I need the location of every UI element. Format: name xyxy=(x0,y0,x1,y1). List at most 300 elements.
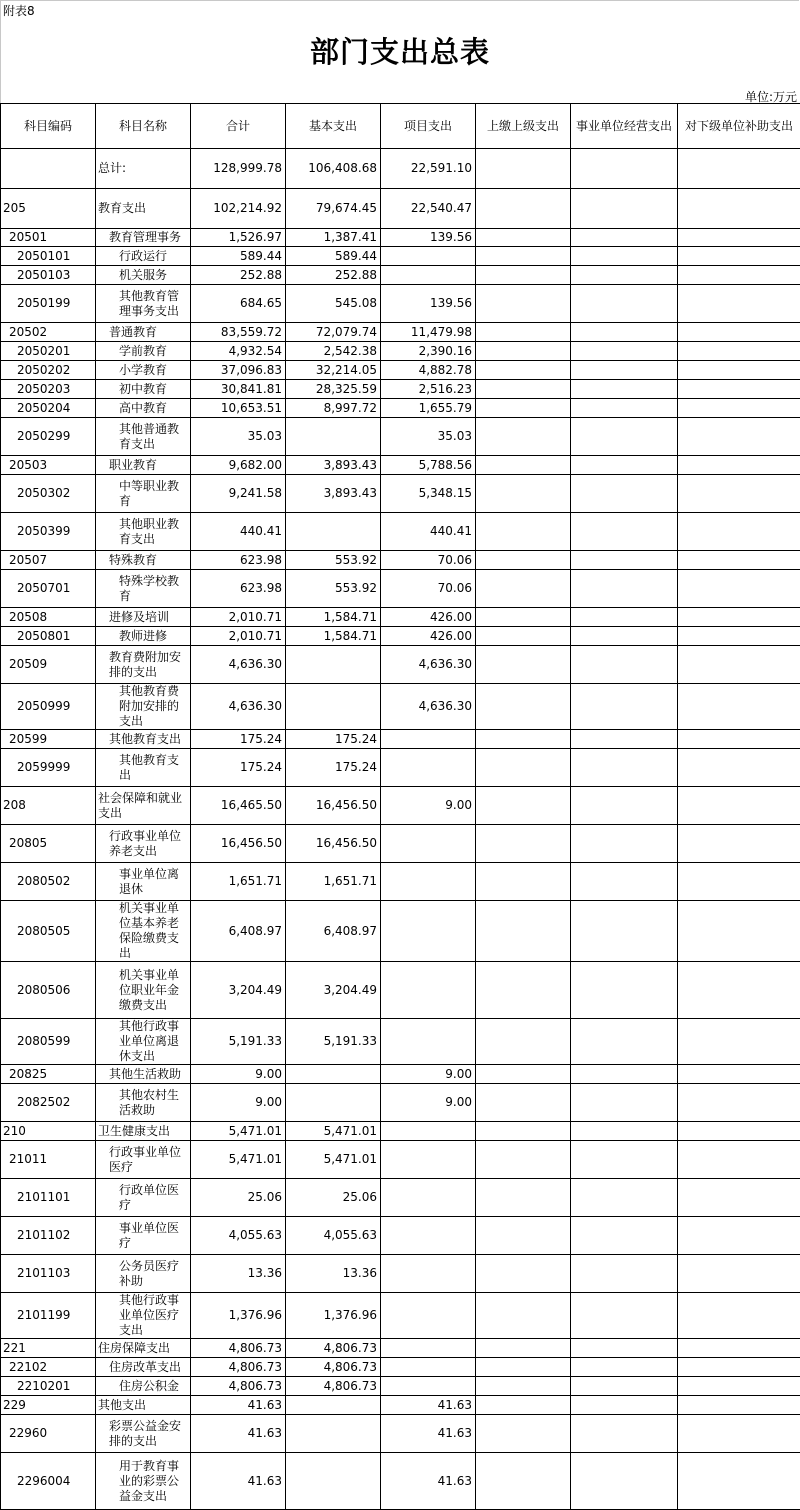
cell-business[interactable] xyxy=(571,1065,678,1084)
cell-subsidy[interactable] xyxy=(678,1019,800,1065)
cell-code[interactable]: 2059999 xyxy=(1,749,96,787)
cell-upper[interactable] xyxy=(476,570,571,608)
cell-upper[interactable] xyxy=(476,380,571,399)
header-total[interactable]: 合计 xyxy=(191,104,286,149)
cell-project[interactable]: 9.00 xyxy=(381,1065,476,1084)
cell-project[interactable]: 5,348.15 xyxy=(381,475,476,513)
cell-upper[interactable] xyxy=(476,189,571,229)
cell-project[interactable]: 1,655.79 xyxy=(381,399,476,418)
cell-code[interactable]: 2050103 xyxy=(1,266,96,285)
cell-project[interactable] xyxy=(381,1122,476,1141)
cell-business[interactable] xyxy=(571,1339,678,1358)
cell-business[interactable] xyxy=(571,247,678,266)
cell-name[interactable]: 住房改革支出 xyxy=(96,1358,191,1377)
cell-code[interactable]: 2101102 xyxy=(1,1217,96,1255)
cell-basic[interactable]: 25.06 xyxy=(286,1179,381,1217)
cell-business[interactable] xyxy=(571,266,678,285)
cell-code[interactable]: 2050204 xyxy=(1,399,96,418)
cell-business[interactable] xyxy=(571,962,678,1019)
cell-business[interactable] xyxy=(571,1141,678,1179)
header-project[interactable]: 项目支出 xyxy=(381,104,476,149)
cell-business[interactable] xyxy=(571,1179,678,1217)
cell-total[interactable]: 37,096.83 xyxy=(191,361,286,380)
cell-business[interactable] xyxy=(571,627,678,646)
cell-business[interactable] xyxy=(571,787,678,825)
cell-name[interactable]: 教育管理事务 xyxy=(96,229,191,247)
cell-name[interactable]: 其他职业教育支出 xyxy=(96,513,191,551)
cell-code[interactable]: 20501 xyxy=(1,229,96,247)
cell-upper[interactable] xyxy=(476,1141,571,1179)
cell-name[interactable]: 事业单位离退休 xyxy=(96,863,191,901)
cell-name[interactable]: 普通教育 xyxy=(96,323,191,342)
cell-business[interactable] xyxy=(571,863,678,901)
cell-business[interactable] xyxy=(571,1217,678,1255)
cell-code[interactable]: 2050199 xyxy=(1,285,96,323)
cell-code[interactable]: 20825 xyxy=(1,1065,96,1084)
cell-project[interactable]: 5,788.56 xyxy=(381,456,476,475)
cell-upper[interactable] xyxy=(476,901,571,962)
cell-subsidy[interactable] xyxy=(678,825,800,863)
cell-project[interactable] xyxy=(381,1293,476,1339)
cell-total[interactable]: 2,010.71 xyxy=(191,627,286,646)
cell-basic[interactable]: 106,408.68 xyxy=(286,149,381,189)
cell-code[interactable]: 2050202 xyxy=(1,361,96,380)
cell-code[interactable]: 221 xyxy=(1,1339,96,1358)
cell-basic[interactable] xyxy=(286,646,381,684)
cell-project[interactable]: 41.63 xyxy=(381,1396,476,1415)
cell-project[interactable] xyxy=(381,962,476,1019)
header-code[interactable]: 科目编码 xyxy=(1,104,96,149)
cell-upper[interactable] xyxy=(476,342,571,361)
cell-total[interactable]: 1,526.97 xyxy=(191,229,286,247)
cell-name[interactable]: 学前教育 xyxy=(96,342,191,361)
cell-name[interactable]: 教育支出 xyxy=(96,189,191,229)
cell-total[interactable]: 623.98 xyxy=(191,551,286,570)
cell-project[interactable]: 426.00 xyxy=(381,627,476,646)
cell-basic[interactable]: 1,376.96 xyxy=(286,1293,381,1339)
cell-project[interactable]: 41.63 xyxy=(381,1453,476,1510)
cell-name[interactable]: 住房公积金 xyxy=(96,1377,191,1396)
cell-project[interactable] xyxy=(381,247,476,266)
cell-basic[interactable]: 1,651.71 xyxy=(286,863,381,901)
cell-basic[interactable]: 79,674.45 xyxy=(286,189,381,229)
cell-code[interactable]: 2050203 xyxy=(1,380,96,399)
cell-basic[interactable]: 589.44 xyxy=(286,247,381,266)
cell-upper[interactable] xyxy=(476,1293,571,1339)
cell-project[interactable]: 70.06 xyxy=(381,551,476,570)
cell-total[interactable]: 41.63 xyxy=(191,1415,286,1453)
header-name[interactable]: 科目名称 xyxy=(96,104,191,149)
cell-total[interactable]: 175.24 xyxy=(191,749,286,787)
cell-subsidy[interactable] xyxy=(678,1339,800,1358)
cell-project[interactable] xyxy=(381,730,476,749)
cell-code[interactable]: 20509 xyxy=(1,646,96,684)
cell-subsidy[interactable] xyxy=(678,1065,800,1084)
cell-business[interactable] xyxy=(571,418,678,456)
cell-subsidy[interactable] xyxy=(678,570,800,608)
cell-code[interactable]: 2050201 xyxy=(1,342,96,361)
cell-total[interactable]: 4,932.54 xyxy=(191,342,286,361)
cell-subsidy[interactable] xyxy=(678,684,800,730)
cell-name[interactable]: 其他农村生活救助 xyxy=(96,1084,191,1122)
cell-code[interactable]: 2050302 xyxy=(1,475,96,513)
cell-business[interactable] xyxy=(571,513,678,551)
cell-code[interactable]: 210 xyxy=(1,1122,96,1141)
cell-name[interactable]: 特殊教育 xyxy=(96,551,191,570)
cell-basic[interactable] xyxy=(286,418,381,456)
cell-subsidy[interactable] xyxy=(678,418,800,456)
cell-subsidy[interactable] xyxy=(678,513,800,551)
cell-business[interactable] xyxy=(571,189,678,229)
cell-total[interactable]: 9,682.00 xyxy=(191,456,286,475)
cell-total[interactable]: 6,408.97 xyxy=(191,901,286,962)
cell-subsidy[interactable] xyxy=(678,646,800,684)
cell-business[interactable] xyxy=(571,149,678,189)
cell-total[interactable]: 4,806.73 xyxy=(191,1377,286,1396)
cell-name[interactable]: 其他行政事业单位离退休支出 xyxy=(96,1019,191,1065)
cell-business[interactable] xyxy=(571,399,678,418)
cell-total[interactable]: 4,806.73 xyxy=(191,1339,286,1358)
cell-code[interactable]: 21011 xyxy=(1,1141,96,1179)
cell-name[interactable]: 其他普通教育支出 xyxy=(96,418,191,456)
cell-subsidy[interactable] xyxy=(678,749,800,787)
cell-upper[interactable] xyxy=(476,361,571,380)
cell-business[interactable] xyxy=(571,229,678,247)
cell-subsidy[interactable] xyxy=(678,730,800,749)
cell-upper[interactable] xyxy=(476,627,571,646)
cell-total[interactable]: 252.88 xyxy=(191,266,286,285)
cell-total[interactable]: 35.03 xyxy=(191,418,286,456)
cell-project[interactable] xyxy=(381,1217,476,1255)
cell-project[interactable]: 9.00 xyxy=(381,1084,476,1122)
cell-total[interactable]: 25.06 xyxy=(191,1179,286,1217)
cell-name[interactable]: 其他行政事业单位医疗支出 xyxy=(96,1293,191,1339)
cell-project[interactable] xyxy=(381,1019,476,1065)
cell-project[interactable]: 440.41 xyxy=(381,513,476,551)
cell-total[interactable]: 41.63 xyxy=(191,1453,286,1510)
cell-code[interactable]: 2296004 xyxy=(1,1453,96,1510)
cell-code[interactable]: 2050399 xyxy=(1,513,96,551)
cell-basic[interactable]: 252.88 xyxy=(286,266,381,285)
cell-name[interactable]: 其他教育费附加安排的支出 xyxy=(96,684,191,730)
cell-total[interactable]: 4,636.30 xyxy=(191,684,286,730)
cell-upper[interactable] xyxy=(476,1122,571,1141)
cell-subsidy[interactable] xyxy=(678,1453,800,1510)
cell-upper[interactable] xyxy=(476,1019,571,1065)
cell-name[interactable]: 其他生活救助 xyxy=(96,1065,191,1084)
cell-total[interactable]: 16,465.50 xyxy=(191,787,286,825)
cell-basic[interactable]: 175.24 xyxy=(286,730,381,749)
cell-name[interactable]: 行政单位医疗 xyxy=(96,1179,191,1217)
cell-code[interactable]: 20503 xyxy=(1,456,96,475)
cell-upper[interactable] xyxy=(476,1179,571,1217)
cell-upper[interactable] xyxy=(476,1396,571,1415)
cell-subsidy[interactable] xyxy=(678,1255,800,1293)
cell-business[interactable] xyxy=(571,570,678,608)
cell-project[interactable] xyxy=(381,1179,476,1217)
cell-upper[interactable] xyxy=(476,863,571,901)
cell-total[interactable]: 5,191.33 xyxy=(191,1019,286,1065)
cell-basic[interactable] xyxy=(286,1065,381,1084)
cell-basic[interactable]: 5,471.01 xyxy=(286,1122,381,1141)
cell-upper[interactable] xyxy=(476,285,571,323)
cell-business[interactable] xyxy=(571,1293,678,1339)
header-subsidy[interactable]: 对下级单位补助支出 xyxy=(678,104,800,149)
cell-basic[interactable]: 16,456.50 xyxy=(286,787,381,825)
cell-name[interactable]: 机关服务 xyxy=(96,266,191,285)
cell-subsidy[interactable] xyxy=(678,901,800,962)
cell-basic[interactable] xyxy=(286,513,381,551)
cell-basic[interactable]: 4,055.63 xyxy=(286,1217,381,1255)
cell-upper[interactable] xyxy=(476,513,571,551)
cell-upper[interactable] xyxy=(476,1453,571,1510)
cell-project[interactable]: 139.56 xyxy=(381,229,476,247)
cell-project[interactable]: 22,591.10 xyxy=(381,149,476,189)
cell-business[interactable] xyxy=(571,1019,678,1065)
cell-project[interactable] xyxy=(381,901,476,962)
cell-code[interactable]: 2210201 xyxy=(1,1377,96,1396)
cell-basic[interactable]: 4,806.73 xyxy=(286,1377,381,1396)
cell-project[interactable] xyxy=(381,266,476,285)
cell-basic[interactable]: 553.92 xyxy=(286,551,381,570)
cell-subsidy[interactable] xyxy=(678,1293,800,1339)
cell-basic[interactable]: 32,214.05 xyxy=(286,361,381,380)
cell-upper[interactable] xyxy=(476,456,571,475)
cell-basic[interactable]: 28,325.59 xyxy=(286,380,381,399)
cell-code[interactable] xyxy=(1,149,96,189)
cell-basic[interactable]: 3,893.43 xyxy=(286,475,381,513)
cell-subsidy[interactable] xyxy=(678,1084,800,1122)
cell-name[interactable]: 行政事业单位养老支出 xyxy=(96,825,191,863)
cell-total[interactable]: 83,559.72 xyxy=(191,323,286,342)
cell-total[interactable]: 4,806.73 xyxy=(191,1358,286,1377)
cell-total[interactable]: 2,010.71 xyxy=(191,608,286,627)
cell-name[interactable]: 公务员医疗补助 xyxy=(96,1255,191,1293)
cell-name[interactable]: 进修及培训 xyxy=(96,608,191,627)
cell-code[interactable]: 2080502 xyxy=(1,863,96,901)
cell-code[interactable]: 20599 xyxy=(1,730,96,749)
cell-upper[interactable] xyxy=(476,1377,571,1396)
cell-name[interactable]: 中等职业教育 xyxy=(96,475,191,513)
cell-subsidy[interactable] xyxy=(678,266,800,285)
cell-project[interactable]: 22,540.47 xyxy=(381,189,476,229)
cell-code[interactable]: 22960 xyxy=(1,1415,96,1453)
cell-total[interactable]: 4,055.63 xyxy=(191,1217,286,1255)
cell-basic[interactable]: 1,584.71 xyxy=(286,608,381,627)
cell-basic[interactable] xyxy=(286,1453,381,1510)
cell-basic[interactable]: 5,471.01 xyxy=(286,1141,381,1179)
cell-total[interactable]: 102,214.92 xyxy=(191,189,286,229)
cell-business[interactable] xyxy=(571,901,678,962)
cell-total[interactable]: 440.41 xyxy=(191,513,286,551)
header-basic[interactable]: 基本支出 xyxy=(286,104,381,149)
cell-name[interactable]: 其他教育支出 xyxy=(96,730,191,749)
cell-subsidy[interactable] xyxy=(678,1358,800,1377)
cell-code[interactable]: 2080506 xyxy=(1,962,96,1019)
cell-total[interactable]: 5,471.01 xyxy=(191,1141,286,1179)
cell-total[interactable]: 5,471.01 xyxy=(191,1122,286,1141)
cell-subsidy[interactable] xyxy=(678,627,800,646)
cell-upper[interactable] xyxy=(476,1217,571,1255)
cell-upper[interactable] xyxy=(476,646,571,684)
cell-name[interactable]: 高中教育 xyxy=(96,399,191,418)
cell-basic[interactable]: 1,584.71 xyxy=(286,627,381,646)
cell-subsidy[interactable] xyxy=(678,1141,800,1179)
cell-business[interactable] xyxy=(571,1415,678,1453)
cell-basic[interactable] xyxy=(286,1084,381,1122)
cell-total[interactable]: 1,651.71 xyxy=(191,863,286,901)
cell-name[interactable]: 行政事业单位医疗 xyxy=(96,1141,191,1179)
cell-code[interactable]: 20507 xyxy=(1,551,96,570)
cell-business[interactable] xyxy=(571,380,678,399)
cell-business[interactable] xyxy=(571,456,678,475)
cell-project[interactable]: 139.56 xyxy=(381,285,476,323)
cell-business[interactable] xyxy=(571,1377,678,1396)
cell-business[interactable] xyxy=(571,323,678,342)
cell-project[interactable] xyxy=(381,1339,476,1358)
cell-code[interactable]: 2080599 xyxy=(1,1019,96,1065)
cell-business[interactable] xyxy=(571,1122,678,1141)
cell-code[interactable]: 20502 xyxy=(1,323,96,342)
cell-business[interactable] xyxy=(571,1358,678,1377)
cell-business[interactable] xyxy=(571,285,678,323)
cell-business[interactable] xyxy=(571,361,678,380)
cell-upper[interactable] xyxy=(476,266,571,285)
cell-code[interactable]: 20508 xyxy=(1,608,96,627)
cell-code[interactable]: 208 xyxy=(1,787,96,825)
cell-total[interactable]: 9,241.58 xyxy=(191,475,286,513)
cell-basic[interactable]: 2,542.38 xyxy=(286,342,381,361)
cell-basic[interactable]: 553.92 xyxy=(286,570,381,608)
cell-project[interactable]: 11,479.98 xyxy=(381,323,476,342)
cell-business[interactable] xyxy=(571,608,678,627)
cell-project[interactable]: 426.00 xyxy=(381,608,476,627)
cell-subsidy[interactable] xyxy=(678,1122,800,1141)
cell-upper[interactable] xyxy=(476,1415,571,1453)
cell-subsidy[interactable] xyxy=(678,189,800,229)
cell-subsidy[interactable] xyxy=(678,323,800,342)
cell-business[interactable] xyxy=(571,1396,678,1415)
cell-total[interactable]: 589.44 xyxy=(191,247,286,266)
cell-subsidy[interactable] xyxy=(678,342,800,361)
header-business[interactable]: 事业单位经营支出 xyxy=(571,104,678,149)
cell-code[interactable]: 2050701 xyxy=(1,570,96,608)
cell-code[interactable]: 2050999 xyxy=(1,684,96,730)
cell-business[interactable] xyxy=(571,825,678,863)
cell-total[interactable]: 30,841.81 xyxy=(191,380,286,399)
cell-upper[interactable] xyxy=(476,749,571,787)
cell-total[interactable]: 9.00 xyxy=(191,1065,286,1084)
cell-basic[interactable]: 6,408.97 xyxy=(286,901,381,962)
cell-total[interactable]: 16,456.50 xyxy=(191,825,286,863)
cell-total[interactable]: 623.98 xyxy=(191,570,286,608)
cell-subsidy[interactable] xyxy=(678,787,800,825)
cell-name[interactable]: 机关事业单位基本养老保险缴费支出 xyxy=(96,901,191,962)
cell-business[interactable] xyxy=(571,646,678,684)
cell-basic[interactable]: 545.08 xyxy=(286,285,381,323)
cell-basic[interactable]: 4,806.73 xyxy=(286,1339,381,1358)
cell-name[interactable]: 其他教育支出 xyxy=(96,749,191,787)
cell-total[interactable]: 41.63 xyxy=(191,1396,286,1415)
cell-upper[interactable] xyxy=(476,247,571,266)
cell-project[interactable]: 41.63 xyxy=(381,1415,476,1453)
cell-subsidy[interactable] xyxy=(678,399,800,418)
cell-basic[interactable] xyxy=(286,684,381,730)
cell-name[interactable]: 其他支出 xyxy=(96,1396,191,1415)
cell-project[interactable] xyxy=(381,863,476,901)
cell-subsidy[interactable] xyxy=(678,1396,800,1415)
cell-name[interactable]: 初中教育 xyxy=(96,380,191,399)
cell-subsidy[interactable] xyxy=(678,285,800,323)
cell-upper[interactable] xyxy=(476,149,571,189)
cell-business[interactable] xyxy=(571,551,678,570)
cell-total[interactable]: 1,376.96 xyxy=(191,1293,286,1339)
cell-name[interactable]: 机关事业单位职业年金缴费支出 xyxy=(96,962,191,1019)
cell-name[interactable]: 总计: xyxy=(96,149,191,189)
cell-business[interactable] xyxy=(571,1084,678,1122)
cell-total[interactable]: 3,204.49 xyxy=(191,962,286,1019)
cell-total[interactable]: 4,636.30 xyxy=(191,646,286,684)
cell-upper[interactable] xyxy=(476,825,571,863)
cell-basic[interactable]: 13.36 xyxy=(286,1255,381,1293)
cell-upper[interactable] xyxy=(476,1339,571,1358)
cell-upper[interactable] xyxy=(476,1255,571,1293)
cell-project[interactable]: 35.03 xyxy=(381,418,476,456)
cell-basic[interactable]: 5,191.33 xyxy=(286,1019,381,1065)
cell-basic[interactable]: 16,456.50 xyxy=(286,825,381,863)
cell-name[interactable]: 住房保障支出 xyxy=(96,1339,191,1358)
cell-total[interactable]: 13.36 xyxy=(191,1255,286,1293)
cell-project[interactable]: 4,636.30 xyxy=(381,684,476,730)
cell-subsidy[interactable] xyxy=(678,1179,800,1217)
cell-upper[interactable] xyxy=(476,399,571,418)
cell-code[interactable]: 2050101 xyxy=(1,247,96,266)
cell-upper[interactable] xyxy=(476,608,571,627)
cell-name[interactable]: 教育费附加安排的支出 xyxy=(96,646,191,684)
cell-upper[interactable] xyxy=(476,684,571,730)
cell-code[interactable]: 2080505 xyxy=(1,901,96,962)
cell-business[interactable] xyxy=(571,1453,678,1510)
cell-code[interactable]: 2082502 xyxy=(1,1084,96,1122)
cell-basic[interactable]: 4,806.73 xyxy=(286,1358,381,1377)
cell-name[interactable]: 其他教育管理事务支出 xyxy=(96,285,191,323)
cell-business[interactable] xyxy=(571,1255,678,1293)
cell-project[interactable]: 2,390.16 xyxy=(381,342,476,361)
cell-subsidy[interactable] xyxy=(678,149,800,189)
cell-upper[interactable] xyxy=(476,475,571,513)
cell-basic[interactable]: 1,387.41 xyxy=(286,229,381,247)
cell-code[interactable]: 2050801 xyxy=(1,627,96,646)
cell-basic[interactable]: 175.24 xyxy=(286,749,381,787)
cell-project[interactable] xyxy=(381,1377,476,1396)
cell-subsidy[interactable] xyxy=(678,551,800,570)
cell-code[interactable]: 2050299 xyxy=(1,418,96,456)
cell-subsidy[interactable] xyxy=(678,1415,800,1453)
cell-subsidy[interactable] xyxy=(678,863,800,901)
cell-basic[interactable]: 3,893.43 xyxy=(286,456,381,475)
cell-upper[interactable] xyxy=(476,1084,571,1122)
cell-subsidy[interactable] xyxy=(678,1217,800,1255)
cell-total[interactable]: 684.65 xyxy=(191,285,286,323)
cell-subsidy[interactable] xyxy=(678,361,800,380)
cell-subsidy[interactable] xyxy=(678,229,800,247)
cell-name[interactable]: 事业单位医疗 xyxy=(96,1217,191,1255)
cell-total[interactable]: 10,653.51 xyxy=(191,399,286,418)
cell-basic[interactable]: 72,079.74 xyxy=(286,323,381,342)
cell-subsidy[interactable] xyxy=(678,380,800,399)
cell-total[interactable]: 9.00 xyxy=(191,1084,286,1122)
cell-subsidy[interactable] xyxy=(678,1377,800,1396)
